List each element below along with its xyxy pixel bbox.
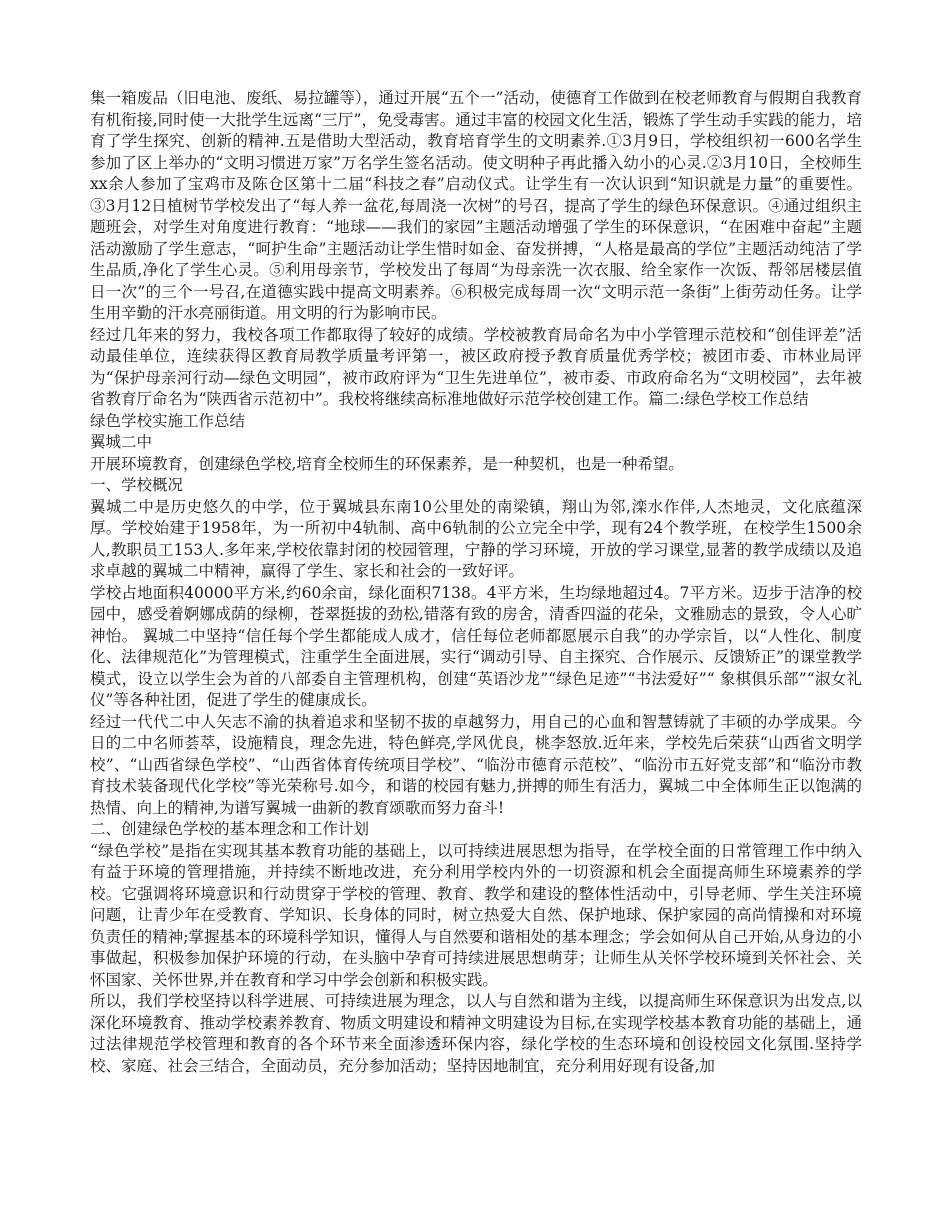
paragraph-plan: 所以，我们学校坚持以科学进展、可持续进展为理念，以人与自然和谐为主线，以提高师生环保意识为出发点,以深化环境教育、推动学校素养教育、物质文明建设和精神文明建设为目标,在实现学校基本教育功能的基础上，通过法律规范学校管理和教育的各个环节来全面渗透环保内容，绿化学校的生态环境和创设校园文化氛围.坚持学校、家庭、社会三结合，全面动员，充分参加活动；坚持因地制宜，充分利用好现有设备,加	[90, 992, 862, 1075]
document-title: 绿色学校实施工作总结	[90, 411, 246, 430]
paragraph-green-school-definition: “绿色学校”是指在实现其基本教育功能的基础上，以可持续进展思想为指导，在学校全面的日常管理工作中纳入有益于环境的管理措施，并持续不断地改进，充分利用学校内外的一切资源和机会全面提高师生环境素养的学校。它强调将环境意识和行动贯穿于学校的管理、教育、教学和建设的整体性活动中，引导老师、学生关注环境问题，让青少年在受教育、学知识、长身体的同时，树立热爱大自然、保护地球、保护家园的高尚情操和对环境负责任的精神;掌握基本的环境科学知识，懂得人与自然要和谐相处的基本理念；学会如何从自己开始,从身边的小事做起，积极参加保护环境的行动，在头脑中孕育可持续进展思想萌芽；让师生从关怀学校环境到关怀社会、关怀国家、关怀世界,并在教育和学习中学会创新和积极实践。	[90, 841, 862, 989]
paragraph-history: 翼城二中是历史悠久的中学，位于翼城县东南10公里处的南梁镇，翔山为邻,滦水作伴,人杰地灵，文化底蕴深厚。学校始建于1958年，为一所初中4轨制、高中6轨制的公立完全中学，现有24个教学班，在校学生1500余人,教职员工153人.多年来,学校依靠封闭的校园管理，宁静的学习环境，开放的学习课堂,显著的教学成绩以及追求卓越的翼城二中精神，赢得了学生、家长和社会的一致好评。	[90, 497, 862, 580]
school-name: 翼城二中	[90, 433, 153, 451]
paragraph-intro: 开展环境教育，创建绿色学校,培育全校师生的环保素养，是一种契机，也是一种希望。	[90, 454, 684, 473]
section-heading-philosophy: 二、创建绿色学校的基本理念和工作计划	[90, 820, 370, 838]
paragraph-activities: 集一箱废品（旧电池、废纸、易拉罐等），通过开展“五个一”活动，使德育工作做到在校老师教育与假期自我教育有机衔接,同时使一大批学生远离“三厅”，免受毒害。通过丰富的校园文化生活，锻炼了学生动手实践的能力，培育了学生探究、创新的精神.五是借助大型活动，教育培育学生的文明素养.①3月9日，学校组织初一600名学生参加了区上举办的“文明习惯进万家”万名学生签名活动。使文明种子再此播入幼小的心灵.②3月10日，全校师生xx余人参加了宝鸡市及陈仓区第十二届“科技之春”启动仪式。让学生有一次认识到“知识就是力量”的重要性。③3月12日植树节学校发出了“每人养一盆花,每周浇一次树”的号召，提高了学生的绿色环保意识。④通过组织主题班会，对学生对角度进行教育：“地球——我们的家园”主题活动增强了学生的环保意识，“在困难中奋起”主题活动激励了学生意志，“呵护生命”主题活动让学生惜时如金、奋发拼搏，“人格是最高的学位”主题活动纯洁了学生品质,净化了学生心灵。⑤利用母亲节，学校发出了每周“为母亲洗一次衣服、给全家作一次饭、帮邻居楼层值日一次”的三个一号召,在道德实践中提高文明素养。⑥积极完成每周一次“文明示范一条街”上街劳动任务。让学生用辛勤的汗水亮丽街道。用文明的行为影响市民。	[90, 89, 862, 322]
paragraph-achievements: 经过几年来的努力，我校各项工作都取得了较好的成绩。学校被教育局命名为中小学管理示范校和“创佳评差”活动最佳单位，连续获得区教育局教学质量考评第一，被区政府授予教育质量优秀学校；被团市委、市林业局评为“保护母亲河行动—绿色文明园”，被市政府评为“卫生先进单位”，被市委、市政府命名为“文明校园”，去年被省教育厅命名为“陕西省示范初中”。我校将继续高标准地做好示范学校创建工作。篇二:绿色学校工作总结	[90, 325, 862, 408]
paragraph-honors: 经过一代代二中人矢志不渝的执着追求和坚韧不拔的卓越努力，用自己的心血和智慧铸就了丰硕的办学成果。今日的二中名师荟萃，设施精良，理念先进，特色鲜亮,学风优良，桃李怒放.近年来，学校先后荣获“山西省文明学校”、“山西省绿色学校”、“山西省体育传统项目学校”、“临汾市德育示范校”、“临汾市五好党支部”和“临汾市教育技术装备现代化学校”等光荣称号.如今，和谐的校园有魅力,拼搏的师生有活力，翼城二中全体师生正以饱满的热情、向上的精神,为谱写翼城一曲新的教育颂歌而努力奋斗!	[90, 712, 862, 817]
paragraph-campus: 学校占地面积40000平方米,约60余亩，绿化面积7138。4平方米，生均绿地超过4。7平方米。迈步于洁净的校园中，感受着婀娜成荫的绿柳，苍翠挺拔的劲松,错落有致的房舍，清香四溢的花朵，文雅励志的景致，令人心旷神怡。 翼城二中坚持“信任每个学生都能成人成才，信任每位老师都愿展示自我”的办学宗旨，以“人性化、制度化、法律规范化”为管理模式，注重学生全面进展，实行“调动引导、自主探究、合作展示、反馈矫正”的课堂教学模式，设立以学生会为首的八部委自主管理机构，创建“英语沙龙”“绿色足迹”“书法爱好”“ 象棋俱乐部”“淑女礼仪”等各种社团，促进了学生的健康成长。	[90, 583, 862, 709]
section-heading-overview: 一、学校概况	[90, 476, 184, 494]
document-body	[90, 88, 862, 1077]
